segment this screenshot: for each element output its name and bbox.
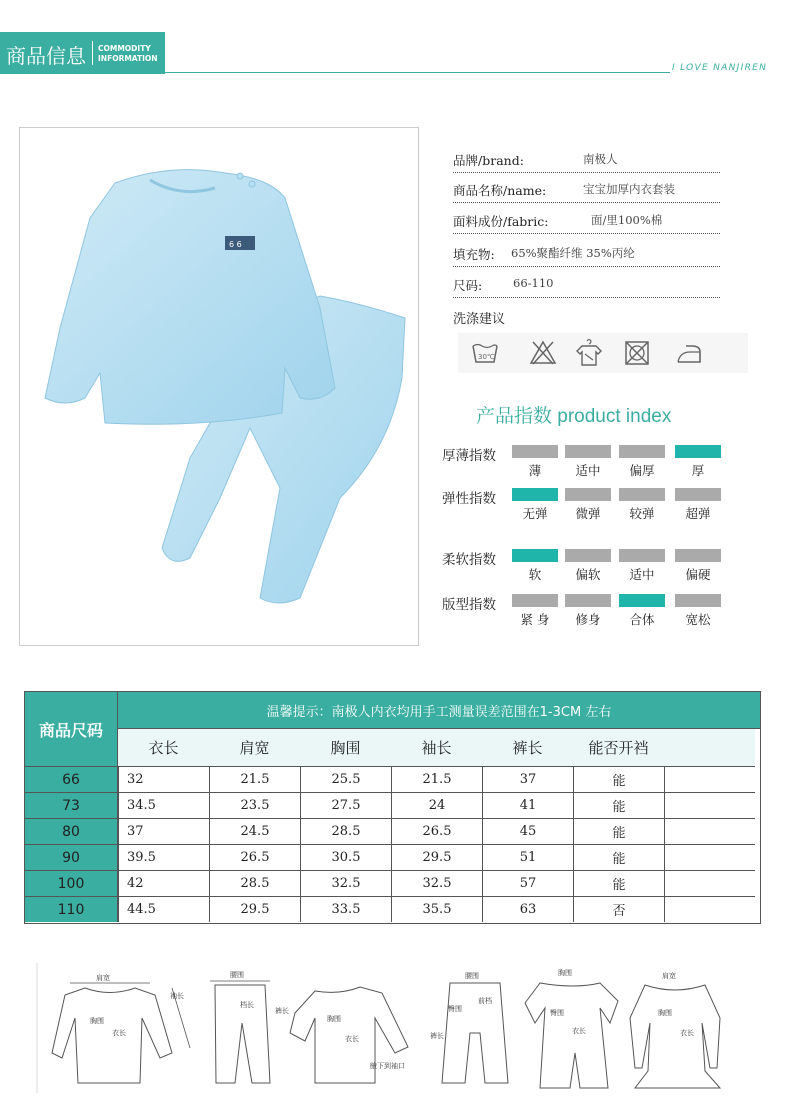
no-bleach-icon [528, 338, 558, 368]
svg-text:肩宽: 肩宽 [96, 974, 110, 982]
size-table-cell: 44.5 [118, 896, 209, 922]
size-table-cell: 能 [573, 766, 664, 792]
size-column-header [664, 729, 755, 766]
index-level-label: 厚 [691, 463, 705, 478]
index-level-label: 适中 [629, 567, 655, 582]
wash-title: 洗涤建议 [453, 312, 506, 327]
size-table-cell: 28.5 [209, 870, 300, 896]
index-level [675, 549, 721, 562]
size-table-cell: 42 [118, 870, 209, 896]
size-table-cell: 25.5 [300, 766, 391, 792]
size-table-cell: 能 [573, 792, 664, 818]
index-level [512, 594, 558, 607]
index-level-label: 宽松 [685, 612, 711, 627]
size-table-cell: 39.5 [118, 844, 209, 870]
size-table-cell [664, 792, 755, 818]
size-table-cell: 41 [482, 792, 573, 818]
svg-text:6 6: 6 6 [229, 240, 242, 249]
svg-text:档长: 档长 [240, 1001, 254, 1009]
index-level-label: 偏厚 [629, 463, 655, 478]
svg-text:袖长: 袖长 [170, 992, 184, 1000]
info-row-brand: 品牌/brand: 南极人 [453, 143, 720, 173]
product-index-label: 版型指数 [442, 597, 496, 613]
product-index-label: 弹性指数 [442, 491, 496, 507]
section-title: 商品信息 [6, 44, 86, 68]
index-level [565, 488, 611, 501]
size-table-cell: 27.5 [300, 792, 391, 818]
size-column-header: 袖长 [391, 729, 482, 766]
romper-pants-measure-diagram [430, 971, 508, 1083]
size-table-cell: 26.5 [391, 818, 482, 844]
size-table [24, 691, 761, 924]
svg-text:胸围: 胸围 [658, 1009, 672, 1017]
svg-text:裤长: 裤长 [275, 1007, 289, 1015]
size-table-head-label: 商品尺码 [25, 692, 118, 766]
index-level-label: 微弹 [575, 506, 601, 521]
index-level [565, 549, 611, 562]
index-level [619, 549, 665, 562]
size-table-cell: 26.5 [209, 844, 300, 870]
section-header [0, 32, 165, 74]
size-table-cell: 57 [482, 870, 573, 896]
pants-measure-diagram [210, 970, 289, 1083]
svg-text:胸围: 胸围 [558, 969, 572, 977]
index-level-selected [619, 594, 665, 607]
size-table-cell: 28.5 [300, 818, 391, 844]
size-table-cell: 32.5 [300, 870, 391, 896]
index-level-label: 适中 [575, 463, 601, 478]
index-level-label: 修身 [575, 612, 601, 627]
svg-text:腰围: 腰围 [230, 971, 244, 979]
info-row-size: 尺码: 66-110 [453, 268, 720, 298]
size-column-header: 肩宽 [209, 729, 300, 766]
index-level-selected [675, 445, 721, 458]
size-table-cell: 37 [118, 818, 209, 844]
size-column-header: 能否开裆 [573, 729, 664, 766]
index-level [675, 594, 721, 607]
index-level [619, 488, 665, 501]
size-table-cell [664, 818, 755, 844]
size-table-cell: 能 [573, 844, 664, 870]
size-table-cell: 63 [482, 896, 573, 922]
product-index-label: 厚薄指数 [442, 448, 496, 464]
size-table-cell: 能 [573, 818, 664, 844]
iron-icon [674, 338, 704, 368]
product-image [19, 127, 419, 646]
size-table-cell: 24 [391, 792, 482, 818]
svg-text:裤长: 裤长 [430, 1032, 444, 1040]
svg-text:臀围: 臀围 [550, 1009, 564, 1017]
svg-text:衣长: 衣长 [680, 1029, 694, 1037]
size-table-cell: 51 [482, 844, 573, 870]
index-level-selected [512, 488, 558, 501]
size-table-cell: 32.5 [391, 870, 482, 896]
index-level [565, 594, 611, 607]
size-column-header: 裤长 [482, 729, 573, 766]
svg-text:前档: 前档 [478, 997, 492, 1005]
section-subtitle: COMMODITY INFORMATION [98, 44, 158, 63]
size-column-header: 衣长 [118, 729, 209, 766]
svg-text:衣长: 衣长 [112, 1029, 126, 1037]
size-row-label: 73 [25, 792, 118, 818]
product-index-title: 产品指数 product index [476, 406, 672, 427]
size-table-cell: 45 [482, 818, 573, 844]
size-column-header: 胸围 [300, 729, 391, 766]
index-level [619, 445, 665, 458]
size-row-label: 100 [25, 870, 118, 896]
index-level [675, 488, 721, 501]
size-table-cell [664, 844, 755, 870]
size-row-label: 110 [25, 896, 118, 922]
wash-30c-icon [470, 338, 500, 368]
svg-text:30℃: 30℃ [478, 353, 495, 361]
index-level-label: 偏软 [575, 567, 601, 582]
romper-measure-diagram [525, 968, 618, 1088]
size-table-cell: 29.5 [391, 844, 482, 870]
baby-underwear-set-illustration [20, 128, 418, 645]
size-row-label: 90 [25, 844, 118, 870]
size-table-cell: 32 [118, 766, 209, 792]
size-table-cell: 37 [482, 766, 573, 792]
size-table-cell: 35.5 [391, 896, 482, 922]
brand-slogan: I LOVE NANJIREN [672, 63, 768, 73]
svg-text:臀围: 臀围 [448, 1005, 462, 1013]
product-index-label: 柔软指数 [442, 552, 496, 568]
size-table-cell: 24.5 [209, 818, 300, 844]
size-table-cell [664, 766, 755, 792]
index-level-selected [512, 549, 558, 562]
top-measure-diagram [52, 973, 190, 1083]
size-table-notice: 温馨提示：南极人内衣均用手工测量误差范围在1-3CM 左右 [118, 692, 760, 729]
header-divider [92, 41, 93, 65]
size-table-cell: 29.5 [209, 896, 300, 922]
index-level-label: 无弹 [522, 506, 548, 521]
size-table-cell [664, 870, 755, 896]
index-level-label: 较弹 [629, 506, 655, 521]
size-row-label: 66 [25, 766, 118, 792]
hang-dry-icon [574, 338, 604, 368]
svg-text:胸围: 胸围 [90, 1017, 104, 1025]
size-table-cell: 能 [573, 870, 664, 896]
no-tumble-dry-icon [622, 338, 652, 368]
index-level-label: 薄 [528, 463, 542, 478]
size-table-cell: 23.5 [209, 792, 300, 818]
size-table-cell: 21.5 [391, 766, 482, 792]
index-level-label: 合体 [629, 612, 655, 627]
size-table-cell: 33.5 [300, 896, 391, 922]
svg-text:胸围: 胸围 [327, 1015, 341, 1023]
svg-text:衣长: 衣长 [572, 1027, 586, 1035]
svg-text:腰围: 腰围 [465, 972, 479, 980]
header-rule [165, 72, 670, 73]
size-table-cell: 30.5 [300, 844, 391, 870]
svg-text:衣长: 衣长 [345, 1035, 359, 1043]
svg-text:肩宽: 肩宽 [662, 972, 676, 980]
svg-text:腋下到袖口: 腋下到袖口 [370, 1062, 405, 1070]
info-row-name: 商品名称/name: 宝宝加厚内衣套装 [453, 173, 720, 203]
index-level-label: 软 [528, 567, 542, 582]
measurement-diagrams [30, 963, 760, 1098]
info-row-filling: 填充物: 65%聚酯纤维 35%丙纶 [453, 237, 720, 267]
index-level-label: 偏硬 [685, 567, 711, 582]
info-row-fabric: 面料成份/fabric: 面/里100%棉 [453, 204, 720, 234]
index-level [512, 445, 558, 458]
index-level [565, 445, 611, 458]
size-row-label: 80 [25, 818, 118, 844]
size-table-cell [664, 896, 755, 922]
size-table-cell: 21.5 [209, 766, 300, 792]
size-table-cell: 否 [573, 896, 664, 922]
index-level-label: 紧 身 [520, 612, 550, 627]
raglan-top-measure-diagram [290, 987, 408, 1083]
dress-measure-diagram [630, 971, 720, 1088]
size-table-cell: 34.5 [118, 792, 209, 818]
index-level-label: 超弹 [685, 506, 711, 521]
